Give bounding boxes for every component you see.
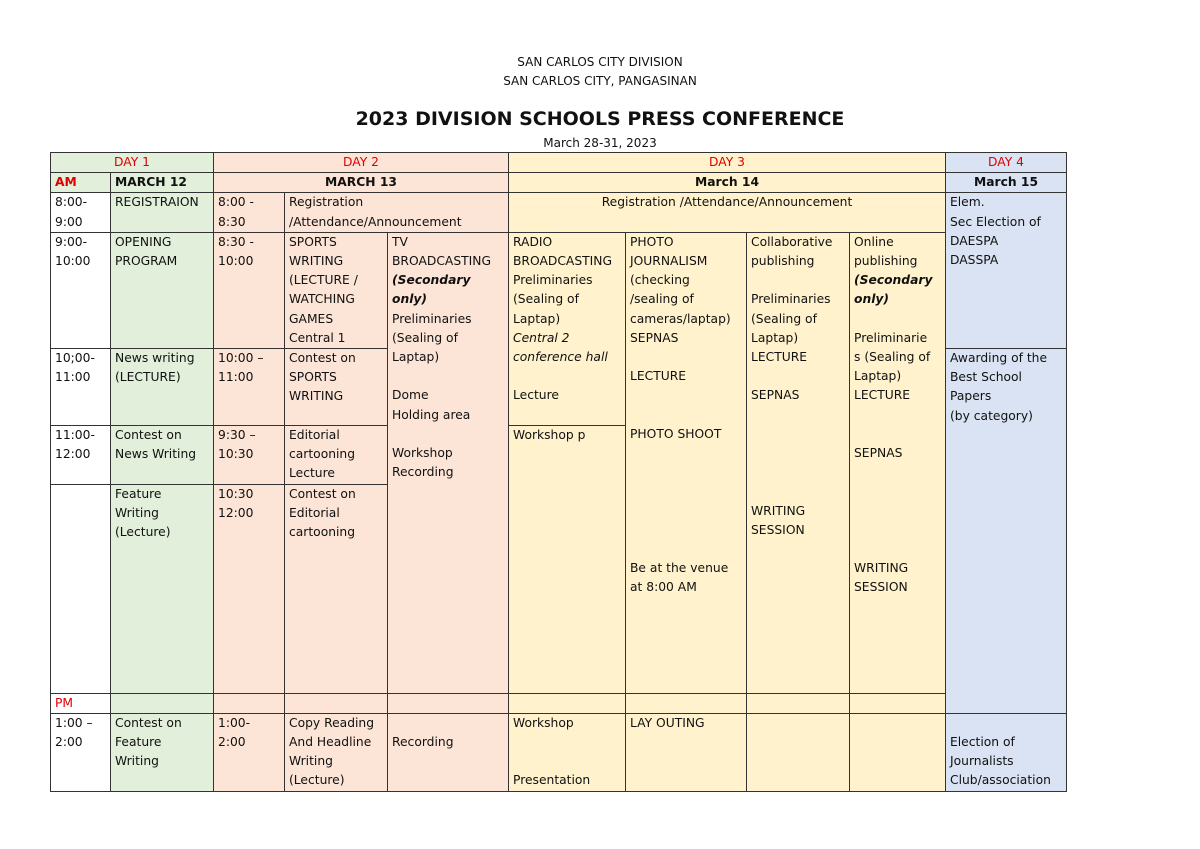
activity-cell: Contest on News Writing [111, 426, 214, 485]
am-label: AM [51, 173, 111, 193]
registration-cell: REGISTRAION [111, 193, 214, 232]
activity-cell: Feature Writing (Lecture) [111, 484, 214, 693]
page-title: 2023 DIVISION SCHOOLS PRESS CONFERENCE [355, 108, 845, 130]
activity-cell: LAY OUTING [626, 713, 747, 791]
day1-label: DAY 1 [51, 153, 214, 173]
time-cell: 10:30 12:00 [214, 484, 285, 693]
radio-broadcasting-cell: RADIO BROADCASTING Preliminaries (Sealing of Laptap) Central 2 conference hall Lecture [509, 232, 626, 425]
activity-cell: Contest on SPORTS WRITING [285, 349, 388, 426]
time-cell [51, 484, 111, 693]
day4-date: March 15 [946, 173, 1067, 193]
online-publishing-cell: Online publishing (Secondary only) Preliminarie s (Sealing of Laptap) LECTURE SEPNAS WRITING SESSION [850, 232, 946, 693]
pm-label: PM [51, 693, 111, 713]
time-cell: 10;00- 11:00 [51, 349, 111, 426]
time-cell: 9:00- 10:00 [51, 232, 111, 348]
division-location: SAN CARLOS CITY, PANGASINAN [503, 74, 697, 88]
time-cell: 8:30 - 10:00 [214, 232, 285, 348]
day2-date: MARCH 13 [214, 173, 509, 193]
day2-label: DAY 2 [214, 153, 509, 173]
time-cell: 1:00 – 2:00 [51, 713, 111, 791]
awarding-cell: Awarding of the Best School Papers (by category) [946, 349, 1067, 714]
tv-broadcasting-cell: TV BROADCASTING (Secondary only) Preliminaries (Sealing of Laptap) Dome Holding area Workshop Recording [388, 232, 509, 693]
day3-label: DAY 3 [509, 153, 946, 173]
activity-cell: Contest on Feature Writing [111, 713, 214, 791]
conference-dates: March 28-31, 2023 [543, 136, 657, 150]
time-cell: 1:00- 2:00 [214, 713, 285, 791]
sports-writing-cell: SPORTS WRITING (LECTURE / WATCHING GAMES Central 1 [285, 232, 388, 348]
radio-workshop-cell: Workshop p [509, 426, 626, 694]
election-cell: Elem. Sec Election of DAESPA DASSPA [946, 193, 1067, 349]
activity-cell: Election of Journalists Club/association [946, 713, 1067, 791]
time-cell: 9:30 – 10:30 [214, 426, 285, 485]
time-cell: 11:00- 12:00 [51, 426, 111, 485]
activity-cell: Copy Reading And Headline Writing (Lecture) [285, 713, 388, 791]
activity-cell: Recording [388, 713, 509, 791]
day4-label: DAY 4 [946, 153, 1067, 173]
registration-cell: Registration /Attendance/Announcement [285, 193, 509, 232]
activity-cell: OPENING PROGRAM [111, 232, 214, 348]
activity-cell: Contest on Editorial cartooning [285, 484, 388, 693]
schedule-table [50, 152, 1067, 792]
time-cell: 8:00- 9:00 [51, 193, 111, 232]
activity-cell: News writing (LECTURE) [111, 349, 214, 426]
activity-cell: Editorial cartooning Lecture [285, 426, 388, 485]
division-name: SAN CARLOS CITY DIVISION [517, 55, 683, 69]
day3-date: March 14 [509, 173, 946, 193]
registration-cell: Registration /Attendance/Announcement [509, 193, 946, 232]
time-cell: 8:00 - 8:30 [214, 193, 285, 232]
photo-journalism-cell: PHOTO JOURNALISM (checking /sealing of cameras/laptap) SEPNAS LECTURE PHOTO SHOOT Be at the venue at 8:00 AM [626, 232, 747, 693]
activity-cell: Workshop Presentation [509, 713, 626, 791]
day1-date: MARCH 12 [111, 173, 214, 193]
collaborative-publishing-cell: Collaborative publishing Preliminaries (Sealing of Laptap) LECTURE SEPNAS WRITING SESSION [747, 232, 850, 693]
time-cell: 10:00 – 11:00 [214, 349, 285, 426]
